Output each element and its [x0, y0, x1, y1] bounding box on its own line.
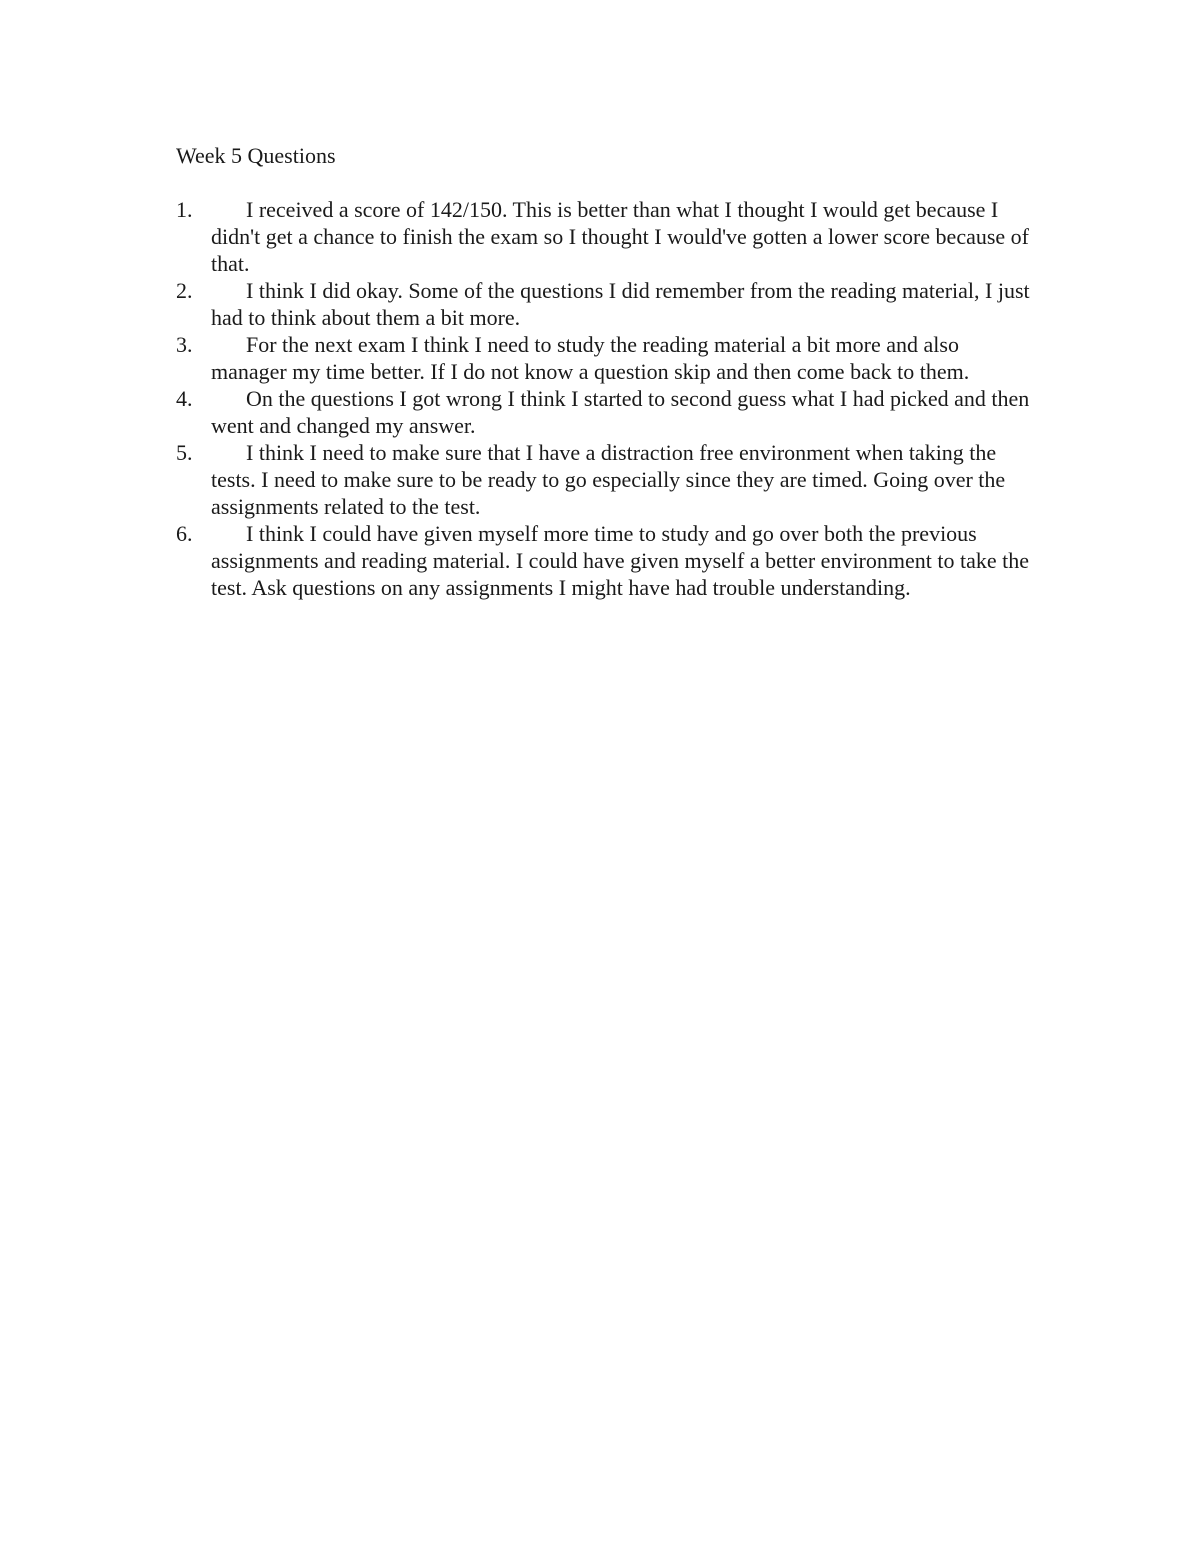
list-item-number: 1.: [176, 197, 193, 222]
list-item-number: 5.: [176, 440, 193, 465]
list-item-text: On the questions I got wrong I think I started to second guess what I had picked and then went and changed my answer.: [211, 386, 1030, 438]
list-item-4: [176, 385, 1036, 439]
list-item-number: 4.: [176, 386, 193, 411]
list-item-number: 6.: [176, 521, 193, 546]
list-item-2: [176, 277, 1036, 331]
list-item-text: I think I did okay. Some of the questions I did remember from the reading material, I just had to think about them a bit more.: [211, 278, 1030, 330]
list-item-3: [176, 331, 1036, 385]
document-title: Week 5 Questions: [176, 143, 336, 168]
list-item-text: I received a score of 142/150. This is better than what I thought I would get because I didn't get a chance to finish the exam so I thought I would've gotten a lower score because of that.: [211, 197, 1030, 276]
answer-list: [176, 196, 1036, 601]
list-item-number: 3.: [176, 332, 193, 357]
list-item-5: [176, 439, 1036, 520]
list-item-text: I think I need to make sure that I have a distraction free environment when taking the tests. I need to make sure to be ready to go especially since they are timed. Going over the assignments related to the test.: [211, 440, 1006, 519]
list-item-number: 2.: [176, 278, 193, 303]
list-item-6: [176, 520, 1036, 601]
list-item-1: [176, 196, 1036, 277]
list-item-text: I think I could have given myself more time to study and go over both the previous assignments and reading material. I could have given myself a better environment to take the test. Ask questions on any assignments I might have had trouble understanding.: [211, 521, 1030, 600]
list-item-text: For the next exam I think I need to study the reading material a bit more and also manager my time better. If I do not know a question skip and then come back to them.: [211, 332, 970, 384]
